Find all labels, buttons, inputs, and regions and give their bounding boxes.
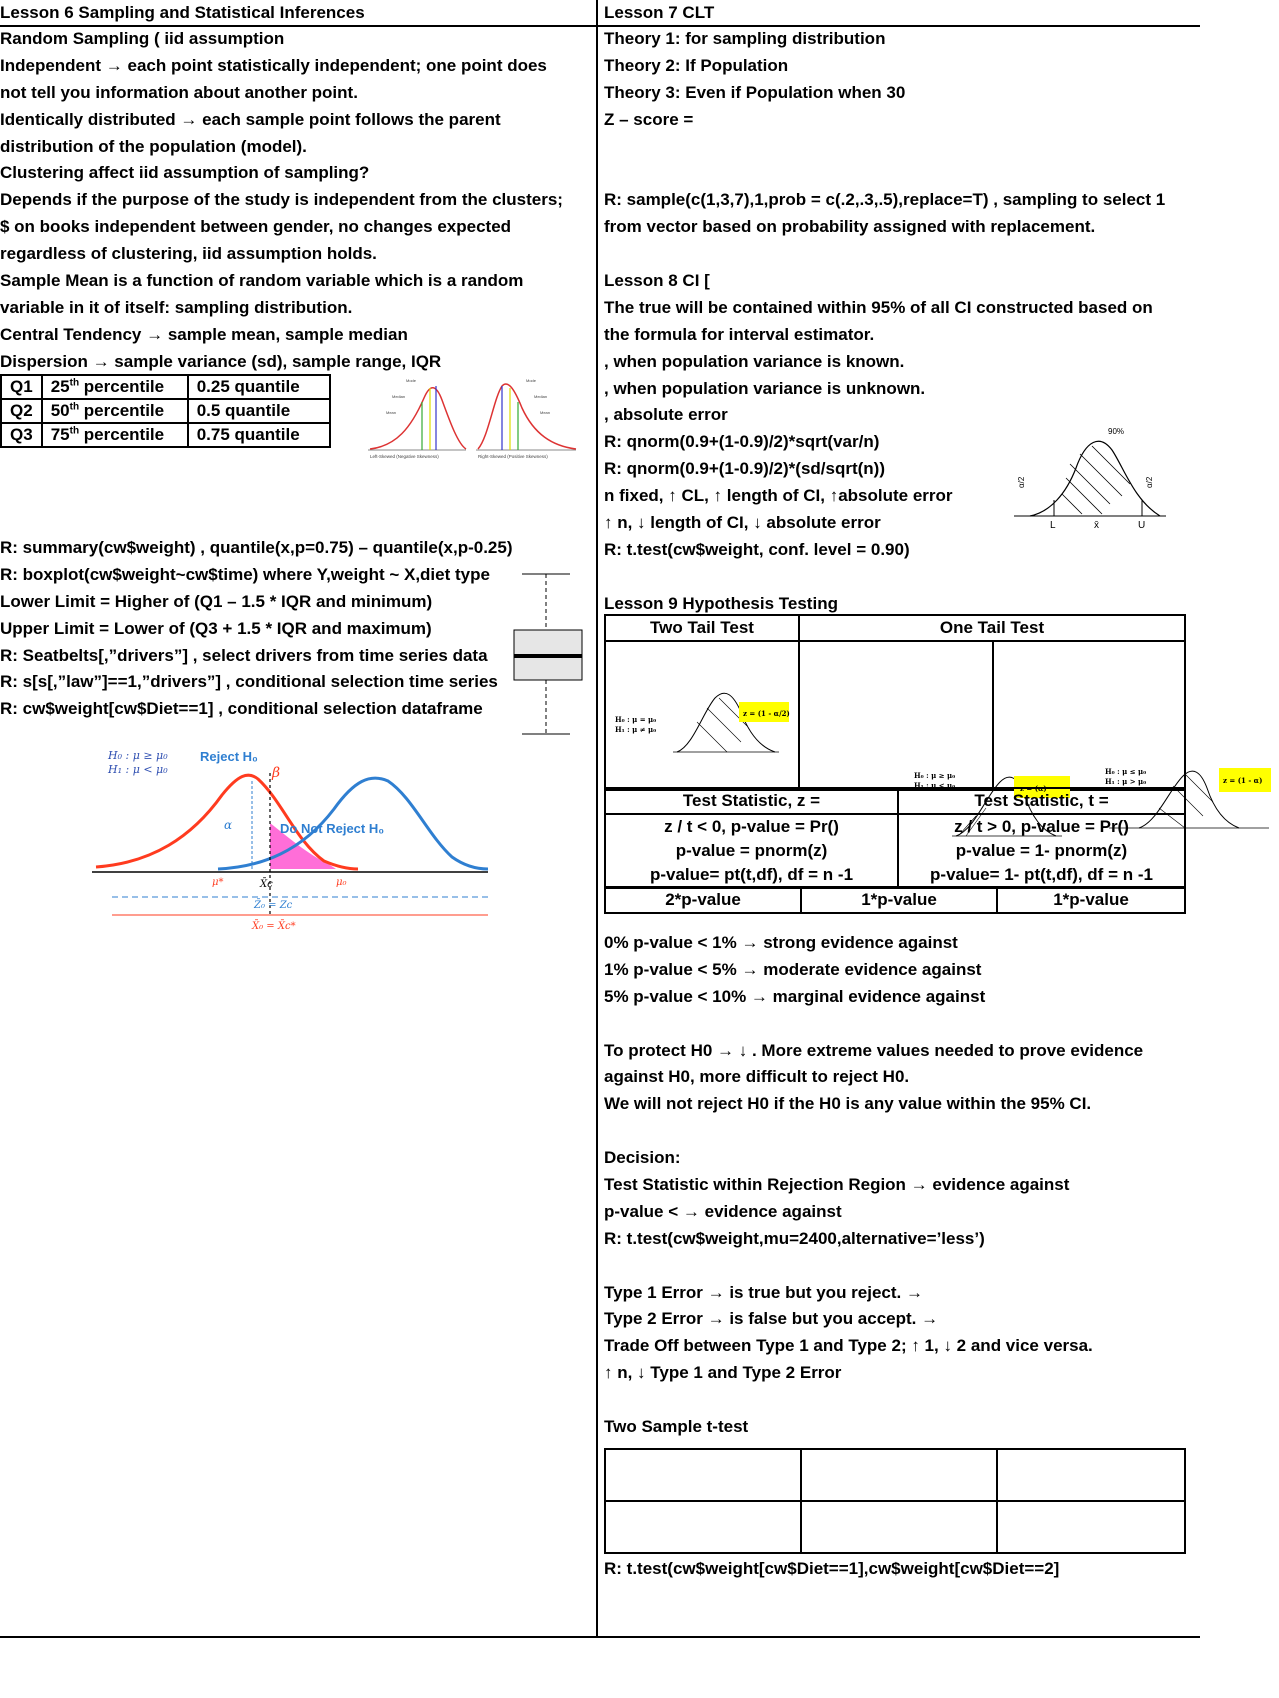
text-line: R: summary(cw$weight) , quantile(x,p=0.75) – quantile(x,p-0.25) — [0, 538, 513, 557]
x-eq-label: X̄₀ = X̄c* — [252, 921, 296, 932]
svg-text:Median: Median — [392, 394, 406, 399]
text-line: R: t.test(cw$weight,mu=2400,alternative=’less’) — [604, 1228, 985, 1248]
hypothesis-notes — [604, 930, 1143, 1441]
quantile-row — [1, 375, 330, 399]
svg-text:Mode: Mode — [406, 378, 417, 383]
ts-t-label: Test Statistic, t = — [974, 791, 1109, 810]
text-line: Depends if the purpose of the study is independent from the clusters; — [0, 190, 563, 210]
ts-t-cell — [898, 788, 1185, 814]
column-divider — [596, 0, 598, 1638]
test-statistic-table — [604, 787, 1186, 889]
text-line: from vector based on probability assigned with replacement. — [604, 217, 1096, 237]
text-line: Dispersion → sample variance (sd), sample range, IQR — [0, 351, 442, 371]
text-line: Random Sampling ( iid assumption — [0, 29, 285, 48]
text-line: To protect H0 → ↓ . More extreme values needed to prove evidence — [604, 1040, 1144, 1060]
svg-text:H₁ : μ ≠ μ₀: H₁ : μ ≠ μ₀ — [615, 725, 657, 734]
text-line: R: qnorm(0.9+(1-0.9)/2)*sqrt(var/n) — [604, 432, 880, 452]
svg-text:z = (α): z = (α) — [1020, 783, 1047, 793]
text-line: Sample Mean is a function of random variable which is a random — [0, 271, 524, 291]
h1-label: H₁ : μ < μ₀ — [108, 763, 168, 776]
svg-text:Median: Median — [534, 394, 548, 399]
reject-label: Reject H₀ — [200, 749, 258, 764]
text-line: R: cw$weight[cw$Diet==1] , conditional selection dataframe — [0, 699, 483, 719]
do-not-reject-label: Do Not Reject H₀ — [280, 821, 385, 836]
left-skew-plot — [368, 386, 466, 450]
text-line: R: s[s[,”law”]==1,”drivers”] , conditional selection time series — [0, 672, 498, 692]
text-line: Decision: — [604, 1148, 681, 1168]
text-line: 1% p-value < 5% → moderate evidence against — [604, 959, 982, 979]
text-line: R: sample(c(1,3,7),1,prob = c(.2,.3,.5),replace=T) , sampling to select 1 — [604, 190, 1166, 210]
text-line: Independent → each point statistically independent; one point does — [0, 55, 547, 75]
two-tail-header: Two Tail Test — [605, 615, 799, 641]
lesson6-notes — [0, 26, 563, 376]
svg-text:Mean: Mean — [386, 410, 397, 415]
text-line — [604, 1011, 1143, 1038]
text-line: , when population variance is unknown. — [604, 378, 926, 398]
text-line: distribution of the population (model). — [0, 136, 307, 156]
ts-z-label: Test Statistic, z = — [682, 791, 821, 810]
text-line: Type 2 Error → is false but you accept. → — [604, 1309, 939, 1329]
quantile-cell: 0.25 quantile — [188, 375, 330, 399]
text-line: regardless of clustering, iid assumption holds. — [0, 244, 377, 264]
svg-text:H₁ : μ > μ₀: H₁ : μ > μ₀ — [1105, 776, 1147, 786]
text-line: p-value < → evidence against — [604, 1201, 842, 1221]
ci-diagram — [1010, 424, 1170, 530]
rejection-region-plot — [92, 745, 488, 935]
right-tail-pvalue: 1*p-value — [997, 887, 1185, 913]
right-skew-plot — [476, 384, 576, 450]
text-line — [604, 1118, 1143, 1145]
text-line: the formula for interval estimator. — [604, 324, 875, 344]
text-line — [604, 564, 1165, 591]
percentile-cell: 25th percentile — [42, 375, 188, 399]
text-line: Theory 1: for sampling distribution — [604, 29, 886, 48]
quantile-row — [1, 399, 330, 423]
text-line: Clustering affect iid assumption of sampling? — [0, 163, 370, 183]
svg-text:H₀ : μ ≥ μ₀: H₀ : μ ≥ μ₀ — [914, 770, 956, 780]
text-line: R: t.test(cw$weight, conf. level = 0.90) — [604, 539, 910, 559]
ci-90-label: 90% — [1108, 427, 1125, 436]
quantile-cell: 0.75 quantile — [188, 423, 330, 447]
two-tail-pvalue: 2*p-value — [605, 887, 801, 913]
mu-star-label: μ* — [212, 877, 224, 888]
text-line: Lesson 8 CI [ — [604, 271, 710, 291]
percentile-cell: 50th percentile — [42, 399, 188, 423]
xc-label: X̄c — [260, 879, 273, 890]
text-line: Type 1 Error → is true but you reject. → — [604, 1282, 923, 1302]
text-line: Lesson 9 Hypothesis Testing — [604, 593, 838, 613]
left-tail-pvalue: 1*p-value — [801, 887, 997, 913]
two-sample-table — [604, 1448, 1186, 1554]
left-skew-caption: Left-Skewed (Negative Skewness) — [370, 454, 439, 459]
two-tail-diagram — [607, 642, 797, 782]
text-line: Theory 3: Even if Population when 30 — [604, 82, 906, 102]
p-value-multiplier-row — [604, 886, 1186, 914]
ci-alpha-right: α/2 — [1145, 476, 1154, 488]
text-line — [604, 241, 1165, 268]
right-tail-formulas: z / t > 0, p-value = Pr() p-value = 1- pnorm(z) p-value= 1- pt(t,df), df = n -1 — [898, 814, 1185, 888]
left-tail-formulas: z / t < 0, p-value = Pr() p-value = pnorm(z) p-value= pt(t,df), df = n -1 — [605, 814, 898, 888]
left-tail-diagram-cell — [799, 641, 1047, 793]
beta-label: β — [272, 765, 281, 781]
quantile-table — [0, 374, 331, 448]
boxplot-diagram — [512, 570, 584, 740]
text-line: n fixed, ↑ CL, ↑ length of CI, ↑absolute error — [604, 486, 953, 506]
ci-u-label: U — [1138, 520, 1146, 531]
lesson7-header: Lesson 7 CLT — [604, 3, 715, 22]
text-line — [604, 134, 1165, 161]
text-line: ↑ n, ↓ length of CI, ↓ absolute error — [604, 513, 881, 533]
text-line: ↑ n, ↓ Type 1 and Type 2 Error — [604, 1363, 842, 1383]
text-line: We will not reject H0 if the H0 is any value within the 95% CI. — [604, 1094, 1092, 1114]
h0-label: H₀ : μ ≥ μ₀ — [108, 749, 168, 762]
quantile-cell: 0.5 quantile — [188, 399, 330, 423]
alpha-label: α — [224, 818, 233, 832]
svg-text:H₀ : μ = μ₀: H₀ : μ = μ₀ — [615, 715, 657, 724]
text-line: R: Seatbelts[,”drivers”] , select drivers from time series data — [0, 645, 488, 665]
ci-l-label: L — [1050, 520, 1056, 531]
r-commands-notes — [0, 535, 512, 723]
ts-z-cell — [605, 788, 898, 814]
two-tail-diagram-cell — [605, 641, 799, 790]
text-line: Test Statistic within Rejection Region → evidence against — [604, 1175, 1070, 1195]
text-line: , absolute error — [604, 405, 728, 425]
text-line — [604, 1253, 1143, 1280]
text-line: Z – score = — [604, 109, 694, 129]
one-tail-header: One Tail Test — [799, 615, 1185, 641]
svg-text:H₀ : μ ≤ μ₀: H₀ : μ ≤ μ₀ — [1105, 766, 1147, 776]
quartile-name: Q2 — [1, 399, 42, 423]
skew-diagram — [366, 378, 586, 458]
lesson6-header: Lesson 6 Sampling and Statistical Inferences — [0, 3, 365, 22]
svg-text:H₁ : μ < μ₀: H₁ : μ < μ₀ — [914, 780, 956, 790]
text-line — [604, 1387, 1143, 1414]
ci-xbar-label: x̄ — [1094, 520, 1099, 531]
text-line — [604, 160, 1165, 187]
text-line: R: qnorm(0.9+(1-0.9)/2)*(sd/sqrt(n)) — [604, 459, 885, 479]
z-eq-label: Z̄₀ = Zᴄ — [254, 900, 293, 911]
text-line: , when population variance is known. — [604, 351, 905, 371]
text-line: The true will be contained within 95% of all CI constructed based on — [604, 297, 1153, 317]
quartile-name: Q1 — [1, 375, 42, 399]
text-line: against H0, more difficult to reject H0. — [604, 1067, 910, 1087]
two-sample-command: R: t.test(cw$weight[cw$Diet==1],cw$weight[cw$Diet==2] — [604, 1559, 1060, 1578]
svg-text:Mode: Mode — [526, 378, 537, 383]
text-line: Two Sample t-test — [604, 1417, 749, 1437]
text-line: Identically distributed → each sample point follows the parent — [0, 109, 501, 129]
percentile-cell: 75th percentile — [42, 423, 188, 447]
text-line: R: boxplot(cw$weight~cw$time) where Y,weight ~ X,diet type — [0, 564, 490, 584]
hypothesis-test-table — [604, 614, 1263, 793]
text-line: not tell you information about another point. — [0, 82, 358, 102]
quantile-row — [1, 423, 330, 447]
text-line: Central Tendency → sample mean, sample median — [0, 324, 408, 344]
text-line: variable in it of itself: sampling distribution. — [0, 297, 353, 317]
quartile-name: Q3 — [1, 423, 42, 447]
ci-alpha-left: α/2 — [1017, 476, 1026, 488]
text-line: 5% p-value < 10% → marginal evidence against — [604, 986, 986, 1006]
text-line: 0% p-value < 1% → strong evidence against — [604, 933, 958, 952]
svg-text:Mean: Mean — [540, 410, 551, 415]
right-skew-caption: Right-Skewed (Positive Skewness) — [478, 454, 548, 459]
text-line: Trade Off between Type 1 and Type 2; ↑ 1, ↓ 2 and vice versa. — [604, 1336, 1093, 1356]
bottom-rule — [0, 1636, 1200, 1638]
text-line: $ on books independent between gender, no changes expected — [0, 217, 512, 237]
text-line: Lower Limit = Higher of (Q1 – 1.5 * IQR and minimum) — [0, 591, 433, 611]
svg-text:z = (1 - α): z = (1 - α) — [1223, 775, 1263, 785]
svg-text:z = (1 - α/2): z = (1 - α/2) — [743, 709, 790, 718]
mu0-label: μ₀ — [336, 877, 347, 888]
text-line: Theory 2: If Population — [604, 55, 789, 75]
text-line: Upper Limit = Lower of (Q3 + 1.5 * IQR and maximum) — [0, 618, 432, 638]
